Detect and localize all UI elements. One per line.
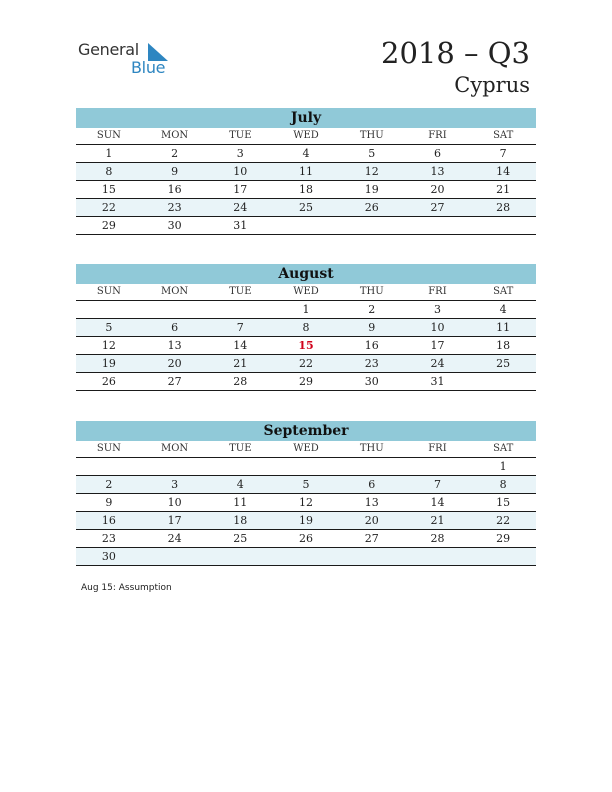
date-cell: 12 xyxy=(101,339,116,352)
date-cell: 29 xyxy=(101,219,116,232)
week-row xyxy=(76,373,536,391)
weekday-label: TUE xyxy=(229,443,252,454)
date-cell xyxy=(207,458,273,475)
month-july xyxy=(76,108,536,235)
date-cell xyxy=(405,217,471,234)
week-row xyxy=(76,145,536,163)
date-cell xyxy=(405,458,471,475)
date-cell: 4 xyxy=(236,478,244,491)
weekday-label: SAT xyxy=(493,443,514,454)
date-cell: 26 xyxy=(299,532,314,545)
date-cell: 11 xyxy=(496,321,511,334)
date-cell: 17 xyxy=(233,183,248,196)
date-cell: 4 xyxy=(499,303,507,316)
week-row xyxy=(76,337,536,355)
weekday-label: TUE xyxy=(229,286,252,297)
date-cell xyxy=(470,373,536,390)
date-cell: 14 xyxy=(430,496,445,509)
date-cell: 26 xyxy=(364,201,379,214)
date-cell: 1 xyxy=(499,460,507,473)
date-cell xyxy=(207,548,273,565)
date-cell: 30 xyxy=(101,550,116,563)
weekday-label: TUE xyxy=(229,130,252,141)
logo-general-text: General xyxy=(78,40,139,59)
date-cell: 24 xyxy=(167,532,182,545)
date-cell: 7 xyxy=(499,147,507,160)
date-cell xyxy=(142,301,208,318)
date-cell: 14 xyxy=(233,339,248,352)
date-cell: 21 xyxy=(496,183,511,196)
date-cell xyxy=(273,217,339,234)
weekday-label: SUN xyxy=(96,130,121,141)
weekday-label: MON xyxy=(160,130,189,141)
date-cell: 18 xyxy=(496,339,511,352)
logo-blue-text: Blue xyxy=(131,58,166,77)
weekday-label: MON xyxy=(160,286,189,297)
date-cell xyxy=(470,548,536,565)
month-header: August xyxy=(76,264,536,284)
holiday-notes: Aug 15: Assumption xyxy=(81,583,172,593)
date-cell: 5 xyxy=(302,478,310,491)
date-cell: 11 xyxy=(299,165,314,178)
date-cell xyxy=(273,548,339,565)
date-cell: 28 xyxy=(496,201,511,214)
date-cell: 17 xyxy=(167,514,182,527)
date-cell: 18 xyxy=(233,514,248,527)
date-cell: 23 xyxy=(167,201,182,214)
week-row xyxy=(76,199,536,217)
date-cell: 6 xyxy=(368,478,376,491)
date-cell: 15 xyxy=(101,183,116,196)
date-cell: 19 xyxy=(101,357,116,370)
month-august xyxy=(76,264,536,391)
date-cell: 29 xyxy=(496,532,511,545)
date-cell: 28 xyxy=(233,375,248,388)
week-row xyxy=(76,476,536,494)
date-cell: 20 xyxy=(364,514,379,527)
weekday-label: FRI xyxy=(428,130,447,141)
date-cell xyxy=(339,548,405,565)
week-row xyxy=(76,217,536,235)
week-row xyxy=(76,163,536,181)
date-cell: 8 xyxy=(302,321,310,334)
date-cell: 21 xyxy=(233,357,248,370)
date-cell: 23 xyxy=(101,532,116,545)
date-cell xyxy=(76,301,142,318)
weekday-label: SUN xyxy=(96,286,121,297)
date-cell: 11 xyxy=(233,496,248,509)
date-cell: 3 xyxy=(236,147,244,160)
date-cell: 16 xyxy=(167,183,182,196)
week-row xyxy=(76,512,536,530)
date-cell: 28 xyxy=(430,532,445,545)
date-cell: 19 xyxy=(299,514,314,527)
date-cell: 27 xyxy=(430,201,445,214)
date-cell: 1 xyxy=(302,303,310,316)
date-cell: 12 xyxy=(299,496,314,509)
date-cell: 23 xyxy=(364,357,379,370)
date-cell: 10 xyxy=(233,165,248,178)
date-cell: 24 xyxy=(233,201,248,214)
date-cell: 21 xyxy=(430,514,445,527)
date-cell: 19 xyxy=(364,183,379,196)
date-cell: 22 xyxy=(299,357,314,370)
date-cell: 7 xyxy=(433,478,441,491)
date-cell xyxy=(405,548,471,565)
date-cell: 30 xyxy=(167,219,182,232)
date-cell: 27 xyxy=(364,532,379,545)
week-row xyxy=(76,458,536,476)
date-cell: 20 xyxy=(167,357,182,370)
date-cell: 3 xyxy=(171,478,179,491)
date-cell xyxy=(339,458,405,475)
date-cell: 2 xyxy=(105,478,113,491)
date-cell: 16 xyxy=(101,514,116,527)
date-cell: 26 xyxy=(101,375,116,388)
date-cell: 20 xyxy=(430,183,445,196)
date-cell xyxy=(339,217,405,234)
month-september xyxy=(76,421,536,566)
date-cell: 4 xyxy=(302,147,310,160)
date-cell: 7 xyxy=(236,321,244,334)
page-title: 2018 – Q3 xyxy=(381,36,530,70)
date-cell xyxy=(142,548,208,565)
date-cell: 31 xyxy=(233,219,248,232)
date-cell: 9 xyxy=(368,321,376,334)
date-cell: 10 xyxy=(167,496,182,509)
date-cell: 3 xyxy=(433,303,441,316)
date-cell: 13 xyxy=(430,165,445,178)
date-cell: 14 xyxy=(496,165,511,178)
month-header: July xyxy=(76,108,536,128)
date-cell: 6 xyxy=(171,321,179,334)
date-cell: 25 xyxy=(496,357,511,370)
date-cell: 31 xyxy=(430,375,445,388)
week-row xyxy=(76,494,536,512)
date-cell: 30 xyxy=(364,375,379,388)
weekday-label: FRI xyxy=(428,443,447,454)
weekday-label: FRI xyxy=(428,286,447,297)
date-cell: 13 xyxy=(364,496,379,509)
weekday-label: WED xyxy=(293,286,319,297)
date-cell xyxy=(207,301,273,318)
weekday-label: SAT xyxy=(493,286,514,297)
date-cell: 2 xyxy=(171,147,179,160)
weekday-label: THU xyxy=(359,130,384,141)
date-cell: 6 xyxy=(433,147,441,160)
generalblue-logo xyxy=(78,40,178,80)
week-row xyxy=(76,355,536,373)
date-cell: 15 xyxy=(496,496,511,509)
week-row xyxy=(76,530,536,548)
date-cell: 25 xyxy=(299,201,314,214)
week-row xyxy=(76,548,536,566)
date-cell xyxy=(76,458,142,475)
date-cell: 10 xyxy=(430,321,445,334)
date-cell: 2 xyxy=(368,303,376,316)
date-cell: 25 xyxy=(233,532,248,545)
date-cell: 12 xyxy=(364,165,379,178)
country-name: Cyprus xyxy=(454,73,530,97)
date-cell: 9 xyxy=(171,165,179,178)
weekday-header-row xyxy=(76,128,536,145)
date-cell: 1 xyxy=(105,147,113,160)
week-row xyxy=(76,301,536,319)
weekday-label: WED xyxy=(293,443,319,454)
holiday-date-cell: 15 xyxy=(298,339,314,352)
date-cell: 13 xyxy=(167,339,182,352)
date-cell xyxy=(142,458,208,475)
date-cell: 22 xyxy=(101,201,116,214)
weekday-label: MON xyxy=(160,443,189,454)
week-row xyxy=(76,181,536,199)
date-cell: 24 xyxy=(430,357,445,370)
date-cell: 18 xyxy=(299,183,314,196)
date-cell: 5 xyxy=(105,321,113,334)
date-cell: 16 xyxy=(364,339,379,352)
week-row xyxy=(76,319,536,337)
weekday-label: SUN xyxy=(96,443,121,454)
date-cell: 9 xyxy=(105,496,113,509)
date-cell: 17 xyxy=(430,339,445,352)
weekday-header-row xyxy=(76,441,536,458)
date-cell: 8 xyxy=(499,478,507,491)
weekday-label: THU xyxy=(359,286,384,297)
date-cell: 5 xyxy=(368,147,376,160)
weekday-label: SAT xyxy=(493,130,514,141)
month-header: September xyxy=(76,421,536,441)
date-cell xyxy=(273,458,339,475)
date-cell: 27 xyxy=(167,375,182,388)
weekday-header-row xyxy=(76,284,536,301)
weekday-label: THU xyxy=(359,443,384,454)
date-cell: 8 xyxy=(105,165,113,178)
date-cell xyxy=(470,217,536,234)
date-cell: 22 xyxy=(496,514,511,527)
weekday-label: WED xyxy=(293,130,319,141)
date-cell: 29 xyxy=(299,375,314,388)
